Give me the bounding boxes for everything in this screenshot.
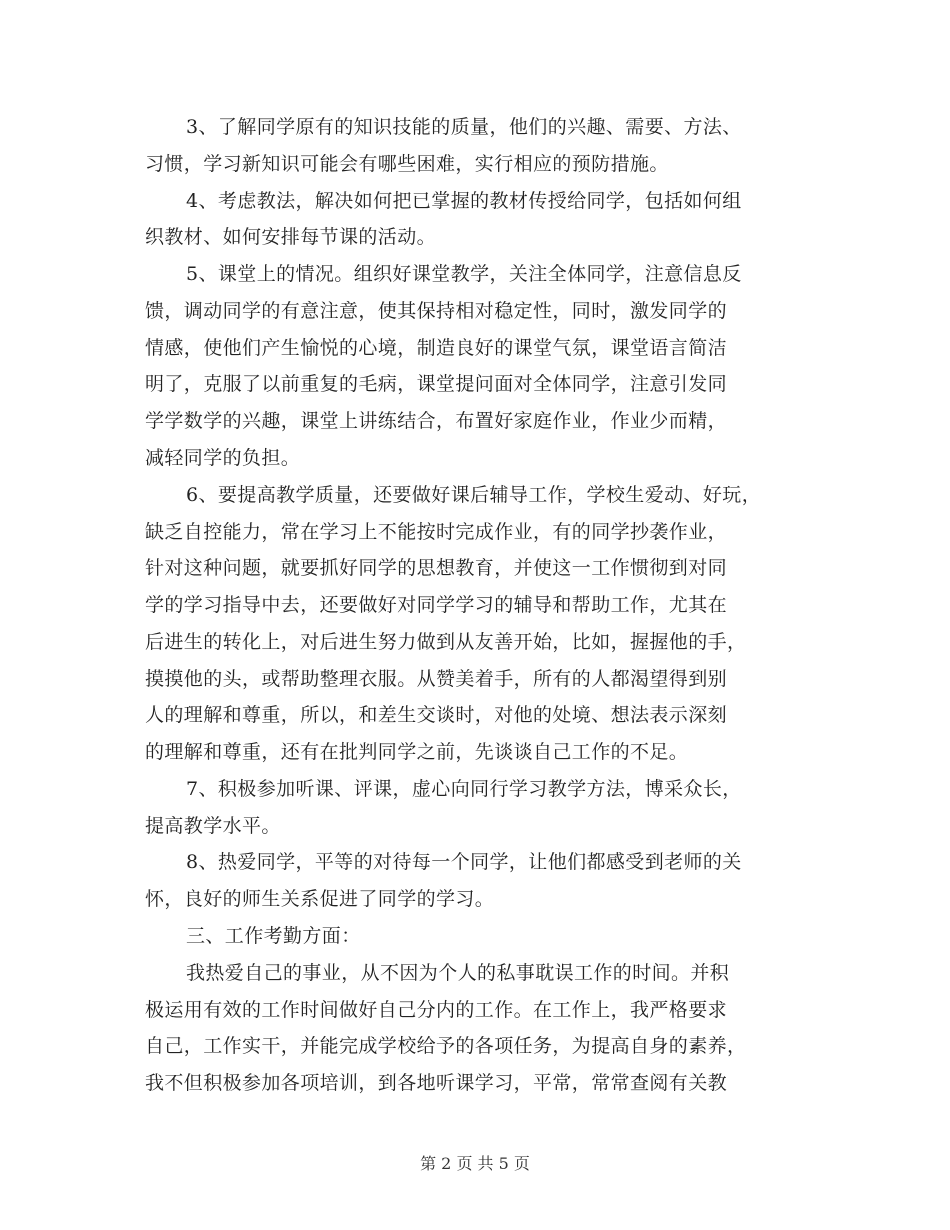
attendance-line-4: 我不但积极参加各项培训，到各地听课学习，平常，常常查阅有关教 [145,1072,728,1094]
paragraph-6-line-5: 后进生的转化上，对后进生努力做到从友善开始，比如，握握他的手， [145,631,747,653]
paragraph-6-line-3: 针对这种问题，就要抓好同学的思想教育，并使这一工作惯彻到对同 [145,557,728,579]
section-heading: 三、工作考勤方面： [186,925,361,947]
paragraph-6-line-6: 摸摸他的头，或帮助整理衣服。从赞美着手，所有的人都渴望得到别 [145,668,728,690]
paragraph-6-line-7: 人的理解和尊重，所以，和差生交谈时，对他的处境、想法表示深刻 [145,704,728,726]
paragraph-4-line-1: 4、考虑教法，解决如何把已掌握的教材传授给同学，包括如何组 [186,190,742,212]
paragraph-5-line-1: 5、课堂上的情况。组织好课堂教学，关注全体同学，注意信息反 [186,263,742,285]
page-number-footer: 第 2 页 共 5 页 [420,1154,530,1173]
paragraph-5-line-2: 馈，调动同学的有意注意，使其保持相对稳定性，同时，激发同学的 [145,300,728,322]
paragraph-6-line-8: 的理解和尊重，还有在批判同学之前，先谈谈自己工作的不足。 [145,741,689,763]
paragraph-8-line-1: 8、热爱同学，平等的对待每一个同学，让他们都感受到老师的关 [186,851,742,873]
attendance-line-2: 极运用有效的工作时间做好自己分内的工作。在工作上，我严格要求 [145,999,728,1021]
attendance-line-1: 我热爱自己的事业，从不因为个人的私事耽误工作的时间。并积 [186,962,730,984]
paragraph-6-line-1: 6、要提高教学质量，还要做好课后辅导工作，学校生爱动、好玩， [186,484,762,506]
paragraph-6-line-4: 学的学习指导中去，还要做好对同学学习的辅导和帮助工作，尤其在 [145,594,728,616]
paragraph-5-line-4: 明了，克服了以前重复的毛病，课堂提问面对全体同学，注意引发同 [145,373,728,395]
paragraph-5-line-3: 情感，使他们产生愉悦的心境，制造良好的课堂气氛，课堂语言简洁 [145,337,728,359]
paragraph-8-line-2: 怀，良好的师生关系促进了同学的学习。 [145,888,495,910]
paragraph-4-line-2: 织教材、如何安排每节课的活动。 [145,226,437,248]
paragraph-7-line-2: 提高教学水平。 [145,815,281,837]
paragraph-5-line-5: 学学数学的兴趣，课堂上讲练结合，布置好家庭作业，作业少而精， [145,410,728,432]
paragraph-7-line-1: 7、积极参加听课、评课，虚心向同行学习教学方法，博采众长， [186,778,742,800]
paragraph-3-line-1: 3、了解同学原有的知识技能的质量，他们的兴趣、需要、方法、 [186,116,742,138]
attendance-line-3: 自己，工作实干，并能完成学校给予的各项任务，为提高自身的素养， [145,1035,747,1057]
paragraph-5-line-6: 减轻同学的负担。 [145,447,301,469]
paragraph-3-line-2: 习惯，学习新知识可能会有哪些困难，实行相应的预防措施。 [145,153,669,175]
paragraph-6-line-2: 缺乏自控能力，常在学习上不能按时完成作业，有的同学抄袭作业， [145,521,728,543]
